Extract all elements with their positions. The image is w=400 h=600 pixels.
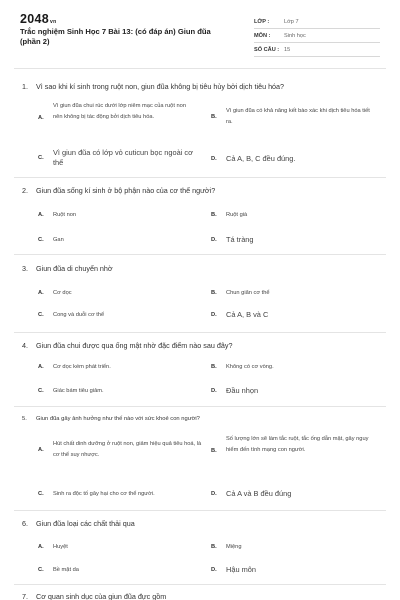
option-6b[interactable]: B. Miệng (211, 544, 242, 550)
option-3c[interactable]: C. Cong và duỗi cơ thể (38, 312, 105, 318)
option-3a[interactable]: A. Cơ dọc (38, 290, 72, 296)
option-6c[interactable]: C. Bề mặt da (38, 567, 79, 573)
site-logo[interactable]: 2048vn (20, 12, 57, 26)
option-4d[interactable]: D. Đầu nhọn (211, 386, 259, 395)
option-3b[interactable]: B. Chun giãn cơ thể (211, 290, 270, 296)
option-4a[interactable]: A. Cơ dọc kém phát triển. (38, 364, 111, 370)
divider (14, 584, 386, 585)
meta-subject: MÔN : Sinh học (254, 30, 380, 43)
option-1c[interactable]: C. Vì giun đũa có lớp vỏ cuticun bọc ngoài cơ thể (38, 148, 193, 167)
divider (14, 332, 386, 333)
divider (14, 68, 386, 69)
option-1b[interactable]: B. Vì giun đũa có khả năng kết bào xác khi dịch tiêu hóa tiết ra. (211, 108, 370, 125)
page-title: Trắc nghiệm Sinh Học 7 Bài 13: (có đáp án) Giun đũa (phần 2) (20, 27, 211, 46)
divider (14, 254, 386, 255)
option-5b[interactable]: B. Số lượng lớn sẽ làm tắc ruột, tắc ống dẫn mật, gây nguy hiểm đến tính mạng con người. (211, 436, 369, 454)
document-header (0, 0, 400, 66)
option-2a[interactable]: A. Ruột non (38, 212, 77, 218)
divider (14, 406, 386, 407)
option-5a[interactable]: A. Hút chất dinh dưỡng ở ruột non, giảm hiệu quả tiêu hoá, là cơ thể suy nhược. (38, 441, 202, 458)
option-2b[interactable]: B. Ruột già (211, 212, 248, 218)
document-page: 2048vn Trắc nghiệm Sinh Học 7 Bài 13: (có đáp án) Giun đũa (phần 2) LỚP : Lớp 7 MÔN : Sinh học SỐ CÂU : 15 1. Vì sao khi kí sinh trong ruột non, giun đũa không bị tiêu hủy bởi dịch tiêu hóa? A. Vì giun đũa chui rúc dưới lớp niêm mạc của ruột non nên không bị tác động bởi dịch tiêu hóa. B. Vì giun đũa có khả năng kết bào xác khi dịch tiêu hóa tiết ra. C. Vì giun đũa có lớp vỏ cuticun bọc ngoài cơ thể D. Cả A, B, C đều đúng. 2. Giun đũa sống kí sinh ở bộ phận nào của cơ thể người? A. Ruột non B. Ruột già C. Gan D. Tá tràng 3. Giun đũa di chuyển nhờ A. Cơ dọc B. Chun giãn cơ thể C. Cong và duỗi cơ thể D. Cả A, B và C 4. Giun đũa chui được qua ống mật nhờ đặc điểm nào sau đây? A. Cơ dọc kém phát triển. B. Không có cơ vòng. C. Giác bám tiêu giảm. D. Đầu nhọn 5. Giun đũa gây ảnh hưởng như thế nào với sức khoẻ con người? A. Hút chất dinh dưỡng ở ruột non, giảm hiệu quả tiêu hoá, là cơ thể suy nhược. B. Số lượng lớn sẽ làm tắc ruột, tắc ống dẫn mật, gây nguy hiểm đến tính mạng con người. C. Sinh ra độc tố gây hại cho cơ thể người. D. Cả A và B đều đúng 6. Giun đũa loại các chất thải qua A. Huyệt B. Miệng C. Bề mặt da D. Hậu môn 7. Cơ quan sinh dục của giun đũa đực gồm (0, 0, 400, 600)
meta-question-count: SỐ CÂU : 15 (254, 44, 380, 57)
option-2d[interactable]: D. Tá tràng (211, 235, 254, 244)
option-2c[interactable]: C. Gan (38, 237, 64, 243)
option-1d[interactable]: D. Cả A, B, C đều đúng. (211, 154, 296, 163)
option-4c[interactable]: C. Giác bám tiêu giảm. (38, 388, 104, 394)
option-1a[interactable]: A. Vì giun đũa chui rúc dưới lớp niêm mạc của ruột non nên không bị tác động bởi dịch tiêu hóa. (38, 103, 186, 121)
option-6a[interactable]: A. Huyệt (38, 544, 68, 550)
option-6d[interactable]: D. Hậu môn (211, 565, 256, 574)
option-3d[interactable]: D. Cả A, B và C (211, 310, 269, 319)
option-5c[interactable]: C. Sinh ra độc tố gây hại cho cơ thể người. (38, 491, 155, 497)
divider (14, 510, 386, 511)
meta-grade: LỚP : Lớp 7 (254, 16, 380, 29)
option-5d[interactable]: D. Cả A và B đều đúng (211, 489, 292, 498)
option-4b[interactable]: B. Không có cơ vòng. (211, 364, 274, 370)
divider (14, 177, 386, 178)
